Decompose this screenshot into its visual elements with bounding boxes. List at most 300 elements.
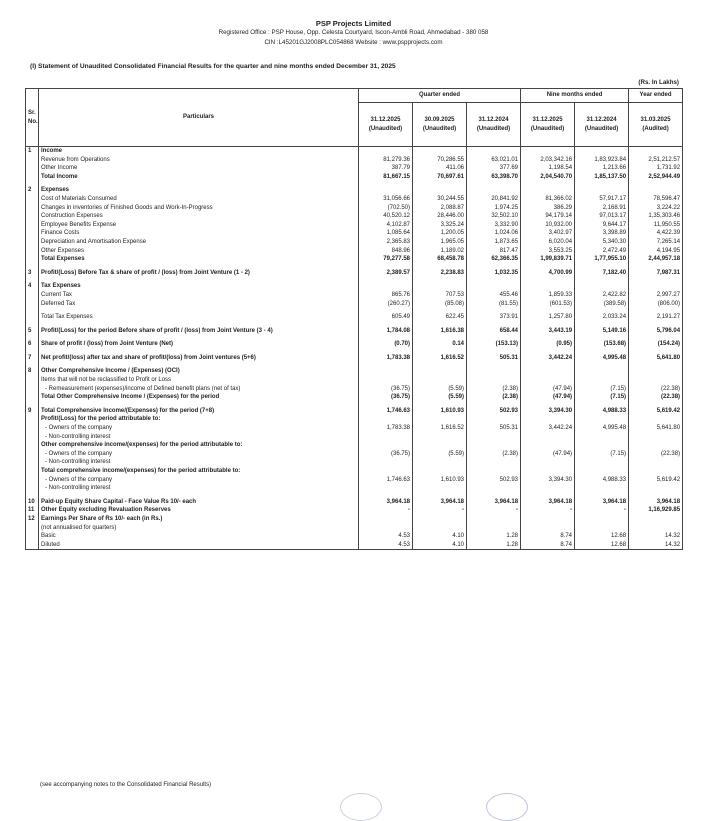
value-cell: 12.68 — [575, 541, 629, 550]
table-row — [26, 221, 683, 230]
value-cell: 1,746.63 — [359, 407, 413, 416]
row-label: Other Comprehensive Income / (Expenses) (OCI) — [39, 367, 359, 376]
value-cell: 63,398.70 — [467, 173, 521, 182]
row-label: Finance Costs — [39, 229, 359, 238]
value-cell: (153.13) — [467, 340, 521, 349]
row-label: Total comprehensive income/(expenses) for the period attributable to: — [39, 467, 359, 476]
value-cell: 4,194.95 — [629, 247, 683, 256]
value-cell: 30,244.55 — [413, 195, 467, 204]
value-cell: 4,988.33 — [575, 407, 629, 416]
row-number — [26, 484, 39, 493]
value-cell: 5,149.16 — [575, 327, 629, 336]
value-cell: (702.50) — [359, 204, 413, 213]
value-cell: 20,841.92 — [467, 195, 521, 204]
row-label: - Remeasurement (expenses)/income of Defined benefit plans (net of tax) — [39, 385, 359, 394]
value-cell: 1,200.05 — [413, 229, 467, 238]
value-cell: 40,520.12 — [359, 212, 413, 221]
value-cell: 2,997.27 — [629, 291, 683, 300]
value-cell — [629, 467, 683, 476]
value-cell: 8.74 — [521, 532, 575, 541]
value-cell: (389.58) — [575, 300, 629, 309]
value-cell — [467, 524, 521, 533]
row-number — [26, 393, 39, 402]
table-row — [26, 147, 683, 156]
value-cell — [467, 376, 521, 385]
header-row-periods — [26, 89, 683, 103]
value-cell: 658.44 — [467, 327, 521, 336]
value-cell — [575, 376, 629, 385]
footnote: (see accompanying notes to the Consolidated Financial Results) — [40, 782, 212, 788]
value-cell — [629, 515, 683, 524]
row-label: - Owners of the company — [39, 476, 359, 485]
value-cell — [413, 515, 467, 524]
value-cell: 5,619.42 — [629, 407, 683, 416]
value-cell: 4,995.48 — [575, 424, 629, 433]
row-label: Items that will not be reclassified to Profit or Loss — [39, 376, 359, 385]
value-cell: 3,553.25 — [521, 247, 575, 256]
row-number — [26, 195, 39, 204]
value-cell — [629, 147, 683, 156]
value-cell: 28,446.00 — [413, 212, 467, 221]
value-cell: (36.75) — [359, 393, 413, 402]
value-cell: 5,340.30 — [575, 238, 629, 247]
value-cell: 2,52,944.49 — [629, 173, 683, 182]
row-label: Expenses — [39, 186, 359, 195]
row-label: Other Expenses — [39, 247, 359, 256]
value-cell: (5.59) — [413, 450, 467, 459]
statement-title: (I) Statement of Unaudited Consolidated Financial Results for the quarter and nine months ended December 31, 2025 — [30, 63, 396, 70]
value-cell — [629, 367, 683, 376]
row-number — [26, 541, 39, 550]
row-label: Earnings Per Share of Rs 10/- each (in Rs.) — [39, 515, 359, 524]
value-cell: 1,784.08 — [359, 327, 413, 336]
value-cell: 68,458.78 — [413, 255, 467, 264]
row-number — [26, 300, 39, 309]
table-row — [26, 450, 683, 459]
table-row — [26, 532, 683, 541]
value-cell: 1,746.63 — [359, 476, 413, 485]
row-label: Income — [39, 147, 359, 156]
value-cell — [359, 415, 413, 424]
value-cell: 2,51,212.57 — [629, 156, 683, 165]
value-cell: 622.45 — [413, 313, 467, 322]
value-cell — [467, 367, 521, 376]
table-row — [26, 393, 683, 402]
value-cell — [521, 367, 575, 376]
row-label: Profit/(Loss) for the period attributable to: — [39, 415, 359, 424]
value-cell: (85.08) — [413, 300, 467, 309]
value-cell: 57,917.17 — [575, 195, 629, 204]
value-cell: 2,04,540.70 — [521, 173, 575, 182]
value-cell: 1,85,137.50 — [575, 173, 629, 182]
value-cell: 1,616.52 — [413, 424, 467, 433]
value-cell — [359, 186, 413, 195]
value-cell — [359, 441, 413, 450]
table-row — [26, 367, 683, 376]
value-cell: 817.47 — [467, 247, 521, 256]
value-cell: 3,332.90 — [467, 221, 521, 230]
value-cell — [359, 484, 413, 493]
value-cell: 1,616.38 — [413, 327, 467, 336]
row-label: - Non-controlling interest — [39, 484, 359, 493]
value-cell: 7,182.40 — [575, 269, 629, 278]
value-cell: 1,99,839.71 — [521, 255, 575, 264]
value-cell: 3,964.18 — [629, 498, 683, 507]
value-cell: 3,402.97 — [521, 229, 575, 238]
row-number — [26, 291, 39, 300]
value-cell — [575, 441, 629, 450]
value-cell — [467, 515, 521, 524]
value-cell — [359, 147, 413, 156]
value-cell: (36.75) — [359, 450, 413, 459]
value-cell — [467, 441, 521, 450]
value-cell — [575, 433, 629, 442]
value-cell — [521, 524, 575, 533]
value-cell: (601.53) — [521, 300, 575, 309]
sr-no-header: Sr. No. — [26, 89, 39, 147]
value-cell: 2,191.27 — [629, 313, 683, 322]
value-cell: (47.94) — [521, 450, 575, 459]
value-cell — [359, 433, 413, 442]
value-cell: - — [467, 506, 521, 515]
table-row — [26, 327, 683, 336]
value-cell: 31,056.66 — [359, 195, 413, 204]
value-cell: 81,667.15 — [359, 173, 413, 182]
value-cell: 1,024.06 — [467, 229, 521, 238]
row-number: 5 — [26, 327, 39, 336]
value-cell — [521, 433, 575, 442]
row-number — [26, 424, 39, 433]
signature-stamp — [340, 793, 382, 821]
value-cell: (154.24) — [629, 340, 683, 349]
row-number: 11 — [26, 506, 39, 515]
value-cell — [575, 515, 629, 524]
value-cell: 2,238.83 — [413, 269, 467, 278]
value-cell: 3,394.30 — [521, 407, 575, 416]
value-cell: 3,443.19 — [521, 327, 575, 336]
value-cell — [575, 282, 629, 291]
value-cell: 1,616.52 — [413, 354, 467, 363]
value-cell: 1,189.02 — [413, 247, 467, 256]
value-cell: 11,950.55 — [629, 221, 683, 230]
row-label: Changes in inventories of Finished Goods and Work-In-Progress — [39, 204, 359, 213]
table-row — [26, 269, 683, 278]
value-cell — [413, 282, 467, 291]
row-number — [26, 524, 39, 533]
row-label: - Owners of the company — [39, 424, 359, 433]
value-cell — [521, 186, 575, 195]
row-number — [26, 164, 39, 173]
row-label: Diluted — [39, 541, 359, 550]
value-cell: 1,83,923.84 — [575, 156, 629, 165]
value-cell — [467, 484, 521, 493]
value-cell: (7.15) — [575, 393, 629, 402]
value-cell — [413, 484, 467, 493]
value-cell: (22.38) — [629, 393, 683, 402]
value-cell: (260.27) — [359, 300, 413, 309]
value-cell: 97,013.17 — [575, 212, 629, 221]
row-number — [26, 532, 39, 541]
value-cell: 411.06 — [413, 164, 467, 173]
table-row — [26, 458, 683, 467]
value-cell — [413, 433, 467, 442]
row-label: Cost of Materials Consumed — [39, 195, 359, 204]
row-label: Other Income — [39, 164, 359, 173]
value-cell: 387.79 — [359, 164, 413, 173]
value-cell: 455.46 — [467, 291, 521, 300]
value-cell: (22.38) — [629, 450, 683, 459]
row-label: Total Expenses — [39, 255, 359, 264]
value-cell: (806.00) — [629, 300, 683, 309]
row-number — [26, 212, 39, 221]
row-label: Total Comprehensive Income/(Expenses) for the period (7+8) — [39, 407, 359, 416]
value-cell: 3,964.18 — [467, 498, 521, 507]
value-cell — [359, 524, 413, 533]
value-cell — [359, 282, 413, 291]
value-cell: 5,641.80 — [629, 424, 683, 433]
value-cell: 1.28 — [467, 532, 521, 541]
value-cell: 3,442.24 — [521, 424, 575, 433]
value-cell: 1,610.93 — [413, 407, 467, 416]
value-cell: (5.59) — [413, 393, 467, 402]
value-cell: 1,032.35 — [467, 269, 521, 278]
value-cell: 502.93 — [467, 407, 521, 416]
nine-months-header: Nine months ended — [521, 89, 629, 103]
value-cell: 1,77,955.10 — [575, 255, 629, 264]
value-cell: 9,644.17 — [575, 221, 629, 230]
value-cell — [521, 376, 575, 385]
value-cell: 1,213.66 — [575, 164, 629, 173]
value-cell: 62,366.35 — [467, 255, 521, 264]
table-row — [26, 441, 683, 450]
table-row — [26, 354, 683, 363]
table-row — [26, 407, 683, 416]
table-row — [26, 186, 683, 195]
company-name: PSP Projects Limited — [315, 19, 392, 28]
value-cell: 502.93 — [467, 476, 521, 485]
row-label: Net profit/(loss) after tax and share of profit/(loss) from Joint ventures (5+6) — [39, 354, 359, 363]
value-cell: 1,965.05 — [413, 238, 467, 247]
value-cell: 1,974.25 — [467, 204, 521, 213]
row-number: 12 — [26, 515, 39, 524]
row-number — [26, 467, 39, 476]
value-cell — [467, 186, 521, 195]
value-cell: (2.38) — [467, 385, 521, 394]
value-cell — [359, 515, 413, 524]
results-table — [25, 88, 683, 550]
value-cell: 3,224.22 — [629, 204, 683, 213]
table-row — [26, 156, 683, 165]
value-cell — [521, 484, 575, 493]
row-number — [26, 313, 39, 322]
row-label: Paid-up Equity Share Capital - Face Value Rs 10/- each — [39, 498, 359, 507]
value-cell — [359, 367, 413, 376]
value-cell: 865.76 — [359, 291, 413, 300]
quarter-ended-header: Quarter ended — [359, 89, 521, 103]
value-cell: 94,179.14 — [521, 212, 575, 221]
table-row — [26, 424, 683, 433]
value-cell: - — [575, 506, 629, 515]
value-cell: 377.69 — [467, 164, 521, 173]
value-cell — [467, 458, 521, 467]
row-number: 3 — [26, 269, 39, 278]
row-number — [26, 255, 39, 264]
date-header: 31.12.2025 (Unaudited) — [521, 103, 575, 147]
value-cell: 6,020.04 — [521, 238, 575, 247]
value-cell: 2,168.91 — [575, 204, 629, 213]
date-header: 31.03.2025 (Audited) — [629, 103, 683, 147]
value-cell: 8.74 — [521, 541, 575, 550]
row-number — [26, 247, 39, 256]
value-cell: (7.15) — [575, 450, 629, 459]
value-cell — [521, 515, 575, 524]
value-cell — [575, 147, 629, 156]
row-number: 8 — [26, 367, 39, 376]
value-cell — [413, 524, 467, 533]
table-row — [26, 467, 683, 476]
row-number: 6 — [26, 340, 39, 349]
value-cell — [629, 186, 683, 195]
value-cell: 1,35,303.46 — [629, 212, 683, 221]
date-header: 31.12.2025 (Unaudited) — [359, 103, 413, 147]
row-label: Profit/(Loss) for the period Before share of profit / (loss) from Joint Venture (3 - 4) — [39, 327, 359, 336]
table-row — [26, 164, 683, 173]
table-row — [26, 173, 683, 182]
value-cell: 1.28 — [467, 541, 521, 550]
value-cell: (2.38) — [467, 450, 521, 459]
row-number — [26, 204, 39, 213]
value-cell: 373.91 — [467, 313, 521, 322]
value-cell — [521, 467, 575, 476]
table-row — [26, 515, 683, 524]
row-number — [26, 173, 39, 182]
value-cell — [629, 524, 683, 533]
value-cell: 1,859.33 — [521, 291, 575, 300]
value-cell: (7.15) — [575, 385, 629, 394]
value-cell — [413, 376, 467, 385]
value-cell: 4,422.39 — [629, 229, 683, 238]
value-cell: 1,783.38 — [359, 354, 413, 363]
row-label: Basic — [39, 532, 359, 541]
row-number — [26, 229, 39, 238]
value-cell: 1,731.92 — [629, 164, 683, 173]
date-header: 31.12.2024 (Unaudited) — [575, 103, 629, 147]
value-cell — [575, 524, 629, 533]
value-cell — [413, 415, 467, 424]
value-cell — [629, 282, 683, 291]
table-row — [26, 229, 683, 238]
value-cell — [575, 484, 629, 493]
value-cell — [413, 367, 467, 376]
value-cell: (0.70) — [359, 340, 413, 349]
table-row — [26, 506, 683, 515]
value-cell: 4,102.87 — [359, 221, 413, 230]
row-label: (not annualised for quarters) — [39, 524, 359, 533]
value-cell — [629, 376, 683, 385]
cin-website: CIN :L45201GJ2008PLC054868 Website : www.pspprojects.com — [264, 39, 443, 46]
table-row — [26, 238, 683, 247]
value-cell: 4.53 — [359, 532, 413, 541]
row-label: - Owners of the company — [39, 450, 359, 459]
value-cell: 4.53 — [359, 541, 413, 550]
table-row — [26, 340, 683, 349]
value-cell: - — [521, 506, 575, 515]
value-cell: 12.68 — [575, 532, 629, 541]
value-cell — [629, 415, 683, 424]
table-row — [26, 541, 683, 550]
value-cell — [629, 458, 683, 467]
value-cell: 2,088.87 — [413, 204, 467, 213]
table-row — [26, 212, 683, 221]
value-cell — [467, 282, 521, 291]
value-cell: (153.68) — [575, 340, 629, 349]
value-cell: 605.49 — [359, 313, 413, 322]
value-cell: 4,988.33 — [575, 476, 629, 485]
row-number — [26, 238, 39, 247]
value-cell — [575, 415, 629, 424]
row-number — [26, 441, 39, 450]
value-cell: - — [359, 506, 413, 515]
value-cell: 2,389.57 — [359, 269, 413, 278]
value-cell — [575, 186, 629, 195]
date-header: 30.09.2025 (Unaudited) — [413, 103, 467, 147]
table-row — [26, 484, 683, 493]
row-label: Tax Expenses — [39, 282, 359, 291]
value-cell: (47.94) — [521, 385, 575, 394]
company-seal — [486, 793, 528, 821]
unit-label: (Rs. In Lakhs) — [638, 79, 679, 86]
table-row — [26, 433, 683, 442]
value-cell: (2.38) — [467, 393, 521, 402]
value-cell — [521, 147, 575, 156]
row-label: Other comprehensive income/(expenses) for the period attributable to: — [39, 441, 359, 450]
value-cell — [413, 467, 467, 476]
value-cell: 4.10 — [413, 532, 467, 541]
value-cell: 1,085.64 — [359, 229, 413, 238]
table-row — [26, 476, 683, 485]
value-cell — [575, 458, 629, 467]
value-cell: 3,325.24 — [413, 221, 467, 230]
value-cell: 2,365.83 — [359, 238, 413, 247]
value-cell: 3,398.89 — [575, 229, 629, 238]
table-row — [26, 498, 683, 507]
value-cell: 5,641.80 — [629, 354, 683, 363]
row-number — [26, 433, 39, 442]
value-cell: - — [413, 506, 467, 515]
value-cell — [467, 147, 521, 156]
value-cell — [575, 467, 629, 476]
value-cell: 505.31 — [467, 354, 521, 363]
table-row — [26, 313, 683, 322]
value-cell: 3,964.18 — [413, 498, 467, 507]
value-cell: 3,394.30 — [521, 476, 575, 485]
value-cell — [467, 433, 521, 442]
table-row — [26, 524, 683, 533]
value-cell: 14.32 — [629, 532, 683, 541]
value-cell — [629, 441, 683, 450]
value-cell: 386.29 — [521, 204, 575, 213]
table-row — [26, 291, 683, 300]
table-row — [26, 255, 683, 264]
value-cell: 79,277.58 — [359, 255, 413, 264]
table-row — [26, 300, 683, 309]
value-cell: 5,796.04 — [629, 327, 683, 336]
value-cell: (22.38) — [629, 385, 683, 394]
row-number — [26, 221, 39, 230]
value-cell: 78,596.47 — [629, 195, 683, 204]
value-cell: 0.14 — [413, 340, 467, 349]
value-cell: 3,442.24 — [521, 354, 575, 363]
